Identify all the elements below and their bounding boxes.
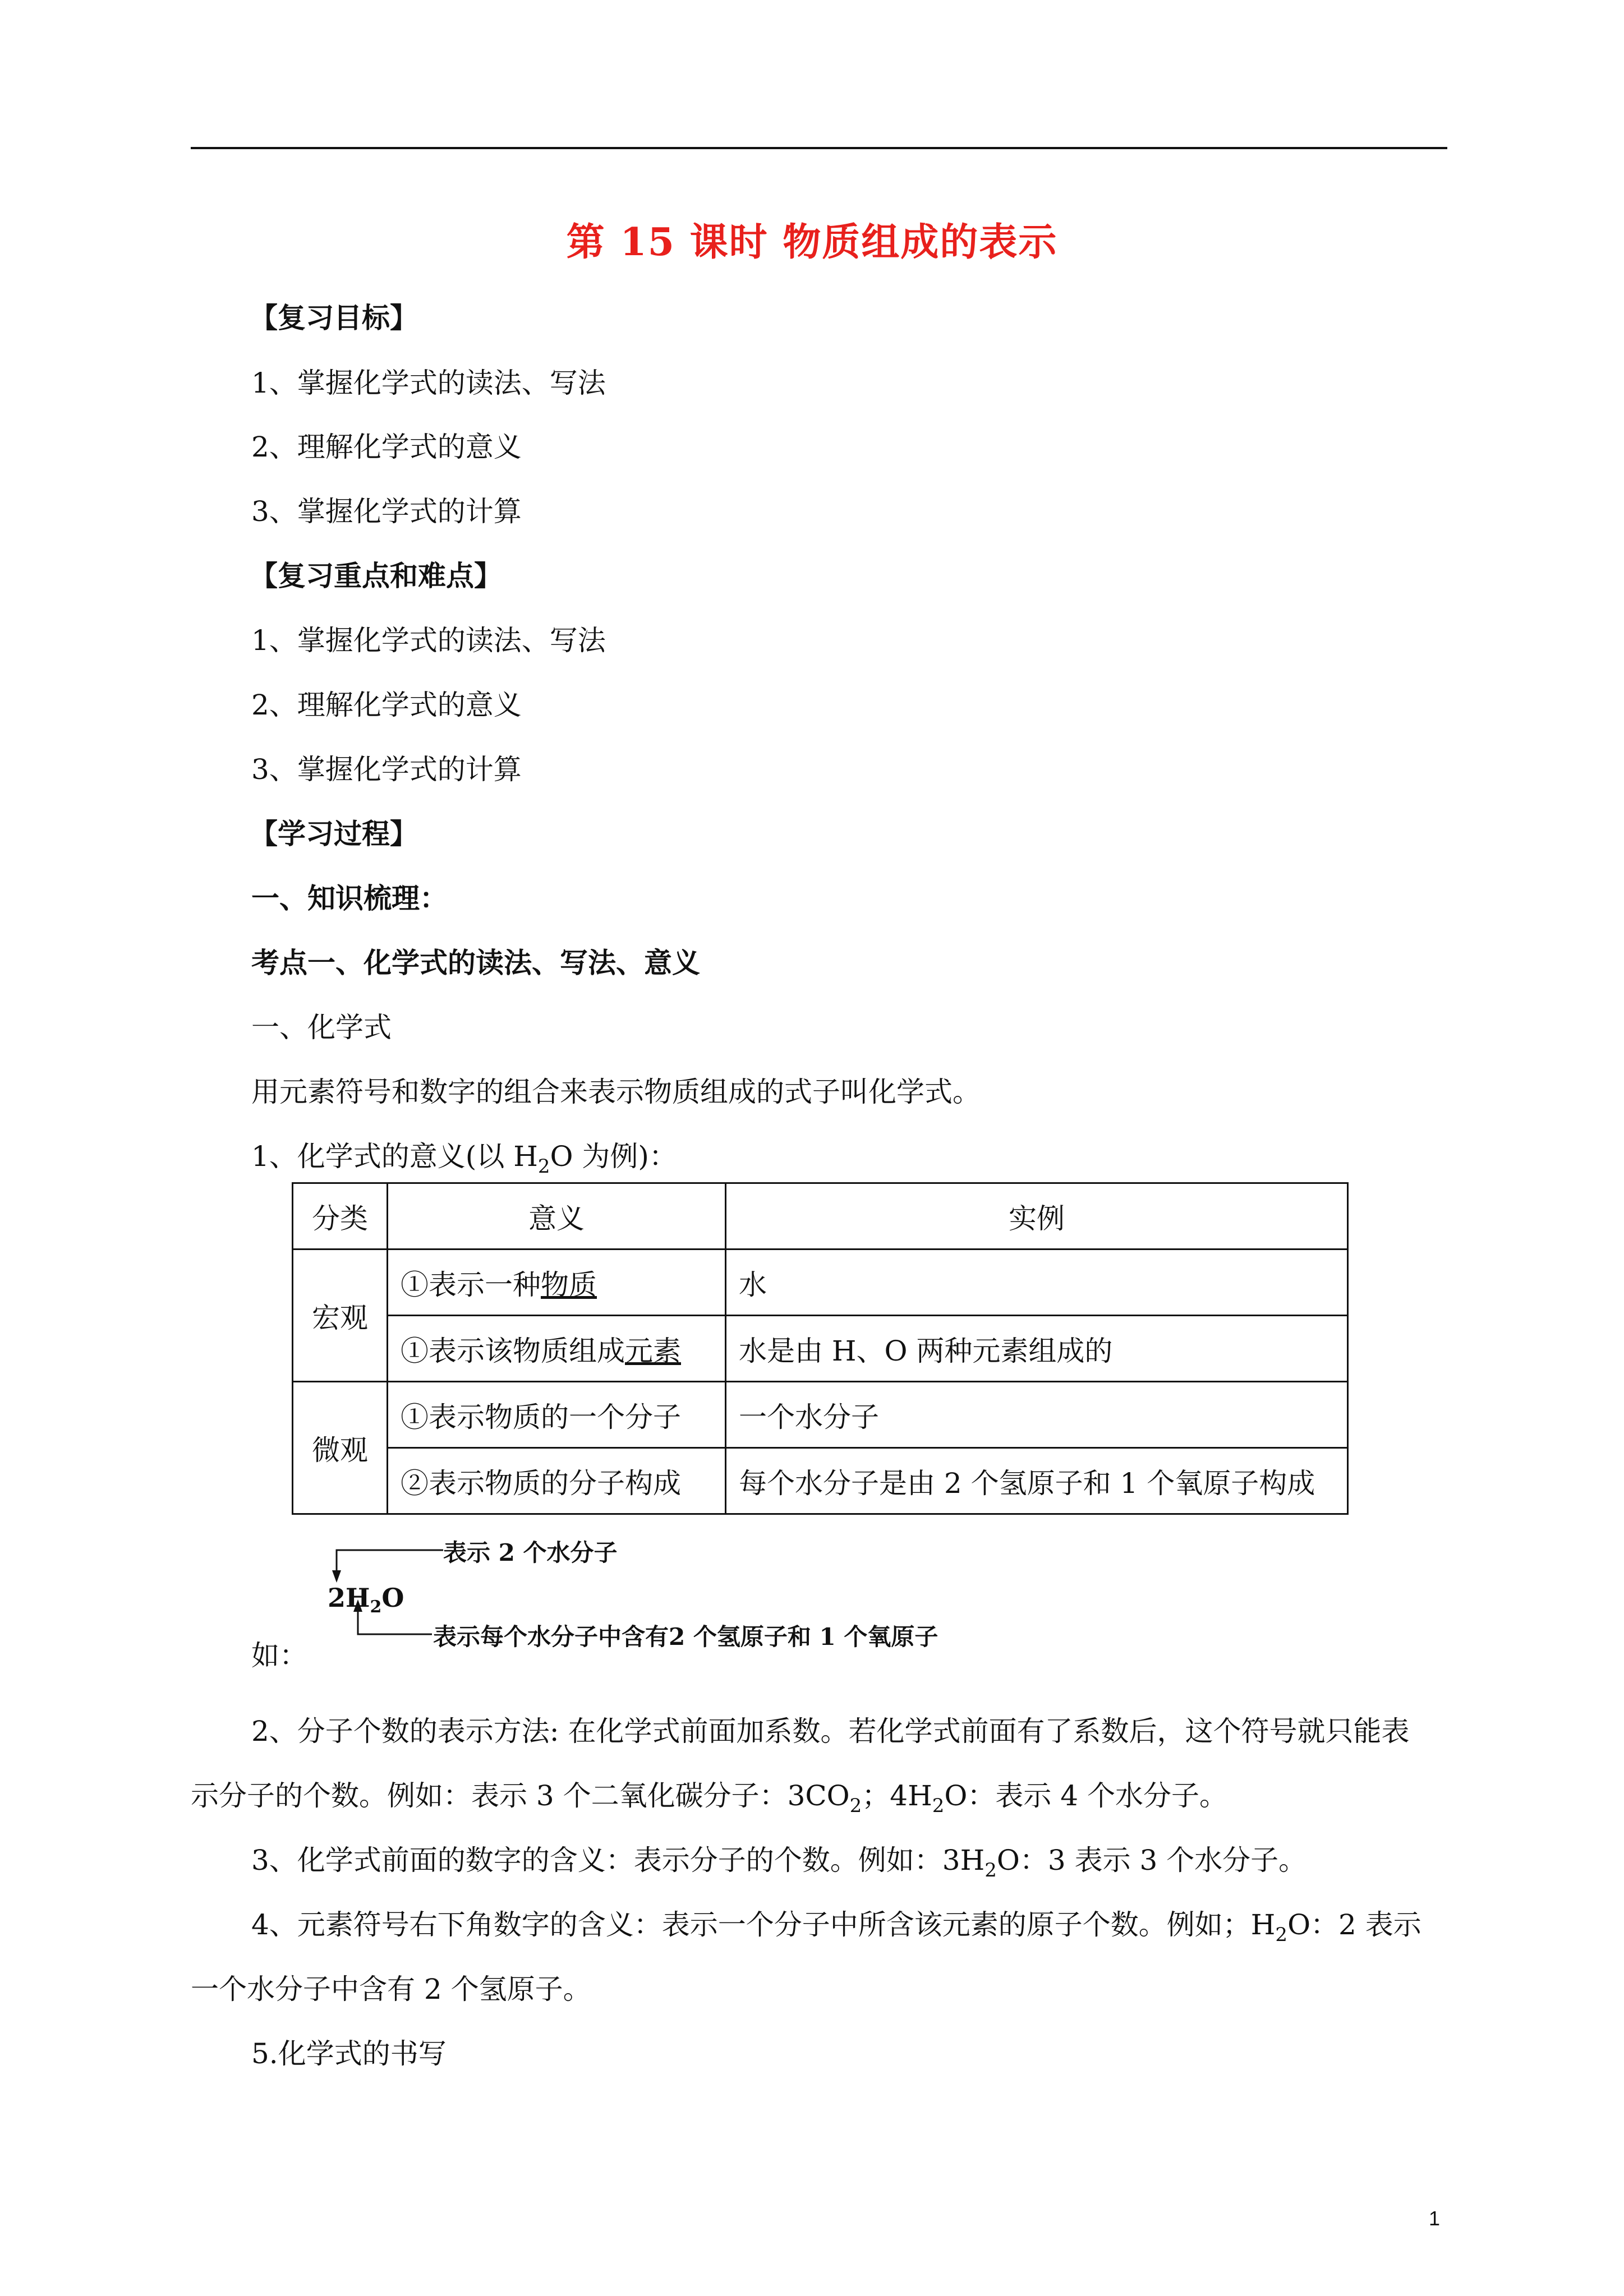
- subsection-heading: 一、化学式: [251, 1011, 392, 1044]
- example-cell: 水是由 H、O 两种元素组成的: [726, 1316, 1348, 1382]
- label-molecule-count: 表示 2 个水分子: [443, 1539, 618, 1566]
- lesson-title: 第 15 课时 物质组成的表示: [566, 220, 1058, 265]
- section-heading: 一、知识梳理：: [251, 882, 448, 915]
- formula-meaning-table: [292, 1182, 1349, 1515]
- label-atom-composition: 表示每个水分子中含有2 个氢原子和 1 个氧原子: [433, 1623, 938, 1650]
- paragraph-4-line-1: 4、元素符号右下角数字的含义：表示一个分子中所含该元素的原子个数。例如；$H_2O$：2 表示: [251, 1908, 1421, 1946]
- learning-process-heading: 【学习过程】: [250, 817, 418, 850]
- review-goal-item: 1、掌握化学式的读法、写法: [251, 367, 606, 399]
- paragraph-3: 3、化学式前面的数字的含义：表示分子的个数。例如：$3H_2O$：3 表示 3 个水分子。: [251, 1844, 1307, 1882]
- review-goal-item: 3、掌握化学式的计算: [251, 495, 522, 528]
- key-point-item: 1、掌握化学式的读法、写法: [251, 624, 606, 657]
- formula-diagram: [320, 1531, 1049, 1654]
- review-goals-heading: 【复习目标】: [250, 301, 418, 334]
- category-micro: 微观: [293, 1382, 388, 1514]
- paragraph-2-line-1: 2、分子个数的表示方法: 在化学式前面加系数。若化学式前面有了系数后，这个符号就只能表: [251, 1715, 1410, 1748]
- header-example: 实例: [726, 1183, 1348, 1250]
- paragraph-2-line-2: 示分子的个数。例如：表示 3 个二氧化碳分子：$3CO_2$；$4H_2O$：表示 4 个水分子。: [191, 1779, 1227, 1817]
- header-rule: [191, 147, 1447, 149]
- meaning-intro: 1、化学式的意义(以 $H_2O$ 为例)：: [251, 1140, 677, 1178]
- example-prefix: 如：: [251, 1639, 307, 1672]
- example-cell: 水: [726, 1250, 1348, 1316]
- category-macro: 宏观: [293, 1250, 388, 1382]
- paragraph-4-line-2: 一个水分子中含有 2 个氢原子。: [191, 1973, 591, 2005]
- review-goal-item: 2、理解化学式的意义: [251, 431, 522, 463]
- meaning-cell: ②表示物质的分子构成: [388, 1448, 726, 1514]
- paragraph-5: 5.化学式的书写: [251, 2037, 447, 2070]
- key-point-title: 考点一、化学式的读法、写法、意义: [251, 946, 700, 979]
- header-category: 分类: [293, 1183, 388, 1250]
- meaning-cell: ①表示一种物质: [388, 1250, 726, 1316]
- definition-text: 用元素符号和数字的组合来表示物质组成的式子叫化学式。: [251, 1076, 981, 1108]
- meaning-cell: ①表示物质的一个分子: [388, 1382, 726, 1448]
- example-cell: 一个水分子: [726, 1382, 1348, 1448]
- header-meaning: 意义: [388, 1183, 726, 1250]
- example-cell: 每个水分子是由 2 个氢原子和 1 个氧原子构成: [726, 1448, 1348, 1514]
- meaning-cell: ①表示该物质组成元素: [388, 1316, 726, 1382]
- key-point-item: 2、理解化学式的意义: [251, 689, 522, 721]
- formula-2h2o: $2H_2O$: [328, 1583, 404, 1617]
- key-points-heading: 【复习重点和难点】: [250, 559, 502, 592]
- key-point-item: 3、掌握化学式的计算: [251, 753, 522, 786]
- page-number: 1: [1429, 2207, 1441, 2230]
